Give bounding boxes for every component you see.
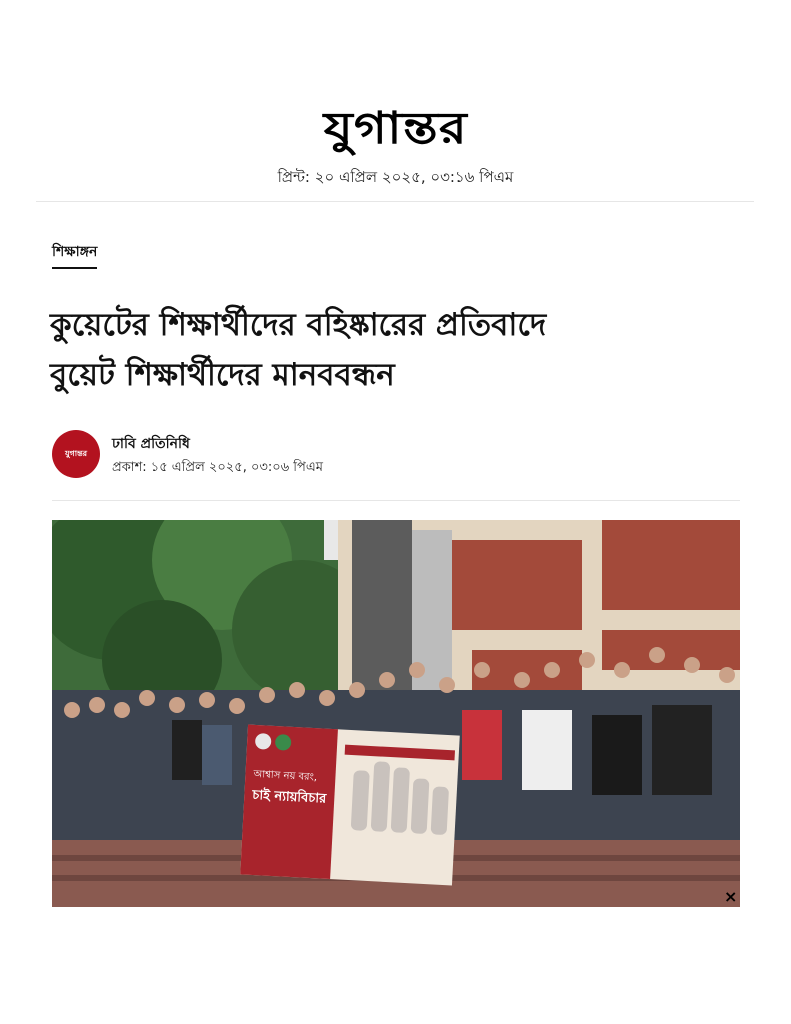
publish-date: প্রকাশ: ১৫ এপ্রিল ২০২৫, ০৩:০৬ পিএম xyxy=(112,460,323,475)
category-link[interactable]: শিক্ষাঙ্গন xyxy=(52,240,97,269)
print-date: প্রিন্ট: ২০ এপ্রিল ২০২৫, ০৩:১৬ পিএম xyxy=(277,168,514,186)
headline-line-1: কুয়েটের শিক্ষার্থীদের বহিষ্কারের প্রতিবাদে xyxy=(50,307,547,343)
close-icon[interactable]: × xyxy=(724,887,738,906)
masthead xyxy=(0,100,791,158)
author-avatar xyxy=(52,430,100,478)
header-divider xyxy=(36,201,754,202)
article-headline xyxy=(50,300,740,400)
author-name[interactable]: ঢাবি প্রতিনিধি xyxy=(112,436,190,452)
site-logo[interactable]: যুগান্তর xyxy=(323,103,468,154)
avatar-label: যুগান্তর xyxy=(64,448,88,458)
byline-divider xyxy=(52,500,740,501)
banner-text-2: চাই ন্যায়বিচার xyxy=(251,787,327,807)
article-photo[interactable] xyxy=(52,520,740,907)
banner-text-1: আশ্বাস নয় বরং, xyxy=(253,768,318,784)
headline-line-2: বুয়েট শিক্ষার্থীদের মানববন্ধন xyxy=(50,357,395,393)
